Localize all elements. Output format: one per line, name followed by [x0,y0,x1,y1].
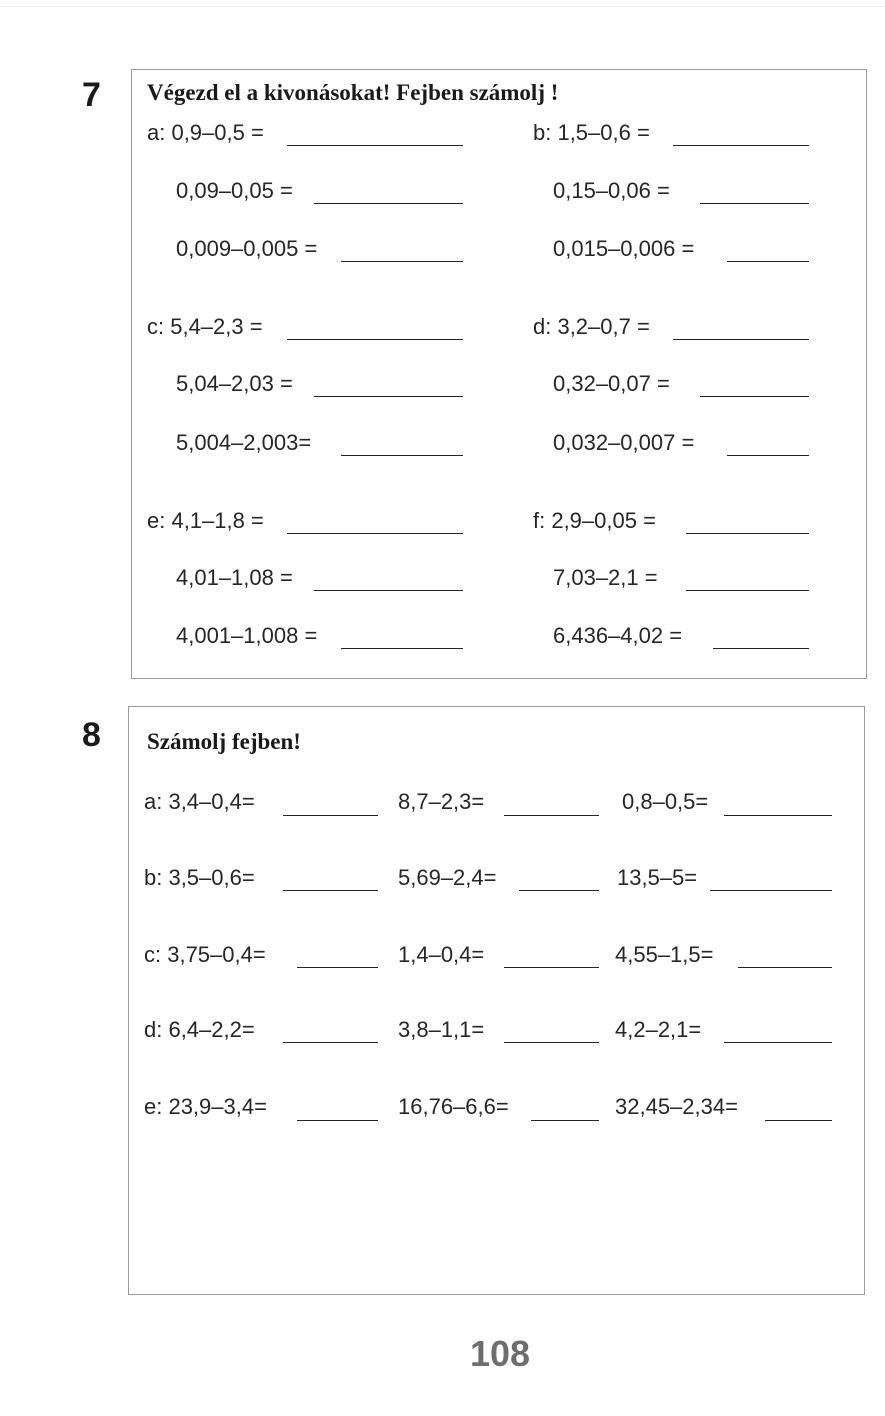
exercise-8c-3: 4,55–1,5= [615,942,714,967]
answer-blank[interactable] [341,455,463,456]
answer-blank[interactable] [713,648,809,649]
exercise-8e-2: 16,76–6,6= [398,1094,509,1119]
answer-blank[interactable] [727,261,809,262]
exercise-8d-1: d: 6,4–2,2= [144,1017,255,1042]
answer-blank[interactable] [341,261,463,262]
exercise-8e-1: e: 23,9–3,4= [144,1094,267,1119]
answer-blank[interactable] [283,815,378,816]
exercise-8c-2: 1,4–0,4= [398,942,485,967]
answer-blank[interactable] [738,967,832,968]
exercise-8c-1: c: 3,75–0,4= [144,942,266,967]
answer-blank[interactable] [297,967,378,968]
answer-blank[interactable] [314,203,463,204]
answer-blank[interactable] [504,815,599,816]
exercise-7e: e: 4,1–1,8 = [147,508,264,533]
exercise-8b-1: b: 3,5–0,6= [144,865,255,890]
exercise-7d-2: 0,32–0,07 = [553,371,670,396]
exercise-8e-3: 32,45–2,34= [615,1094,738,1119]
exercise-7c-2: 5,04–2,03 = [176,371,293,396]
exercise-7f-3: 6,436–4,02 = [553,623,683,648]
answer-blank[interactable] [724,815,832,816]
answer-blank[interactable] [686,533,809,534]
answer-blank[interactable] [700,203,809,204]
answer-blank[interactable] [519,890,599,891]
task-7-instruction: Végezd el a kivonásokat! Fejben számolj ! [147,80,559,105]
exercise-7f: f: 2,9–0,05 = [533,508,656,533]
exercise-7e-2: 4,01–1,08 = [176,565,293,590]
answer-blank[interactable] [504,967,599,968]
answer-blank[interactable] [297,1120,378,1121]
exercise-7d: d: 3,2–0,7 = [533,314,650,339]
answer-blank[interactable] [531,1120,599,1121]
exercise-8b-2: 5,69–2,4= [398,865,497,890]
answer-blank[interactable] [673,339,809,340]
exercise-7e-3: 4,001–1,008 = [176,623,318,648]
answer-blank[interactable] [283,890,378,891]
answer-blank[interactable] [710,890,832,891]
exercise-7d-3: 0,032–0,007 = [553,430,695,455]
exercise-7f-2: 7,03–2,1 = [553,565,658,590]
exercise-8d-2: 3,8–1,1= [398,1017,485,1042]
answer-blank[interactable] [287,145,463,146]
answer-blank[interactable] [504,1042,599,1043]
exercise-7b: b: 1,5–0,6 = [533,120,650,145]
exercise-7a: a: 0,9–0,5 = [147,120,264,145]
task-8-instruction: Számolj fejben! [147,729,301,754]
exercise-8a-1: a: 3,4–0,4= [144,789,255,814]
answer-blank[interactable] [724,1042,832,1043]
exercise-8d-3: 4,2–2,1= [615,1017,702,1042]
exercise-8a-3: 0,8–0,5= [622,789,709,814]
answer-blank[interactable] [765,1120,832,1121]
exercise-8a-2: 8,7–2,3= [398,789,485,814]
page-number: 108 [469,1333,531,1374]
top-rule [0,6,885,7]
exercise-8b-3: 13,5–5= [617,865,698,890]
answer-blank[interactable] [283,1042,378,1043]
exercise-7c-3: 5,004–2,003= [176,430,312,455]
answer-blank[interactable] [700,396,809,397]
answer-blank[interactable] [727,455,809,456]
answer-blank[interactable] [287,339,463,340]
task-7-number: 7 [82,76,101,114]
answer-blank[interactable] [673,145,809,146]
answer-blank[interactable] [341,648,463,649]
answer-blank[interactable] [314,396,463,397]
exercise-7a-2: 0,09–0,05 = [176,178,293,203]
exercise-7a-3: 0,009–0,005 = [176,236,318,261]
answer-blank[interactable] [314,590,463,591]
exercise-7b-2: 0,15–0,06 = [553,178,670,203]
task-8-number: 8 [82,716,101,754]
answer-blank[interactable] [287,533,463,534]
exercise-7b-3: 0,015–0,006 = [553,236,695,261]
answer-blank[interactable] [686,590,809,591]
exercise-7c: c: 5,4–2,3 = [147,314,263,339]
